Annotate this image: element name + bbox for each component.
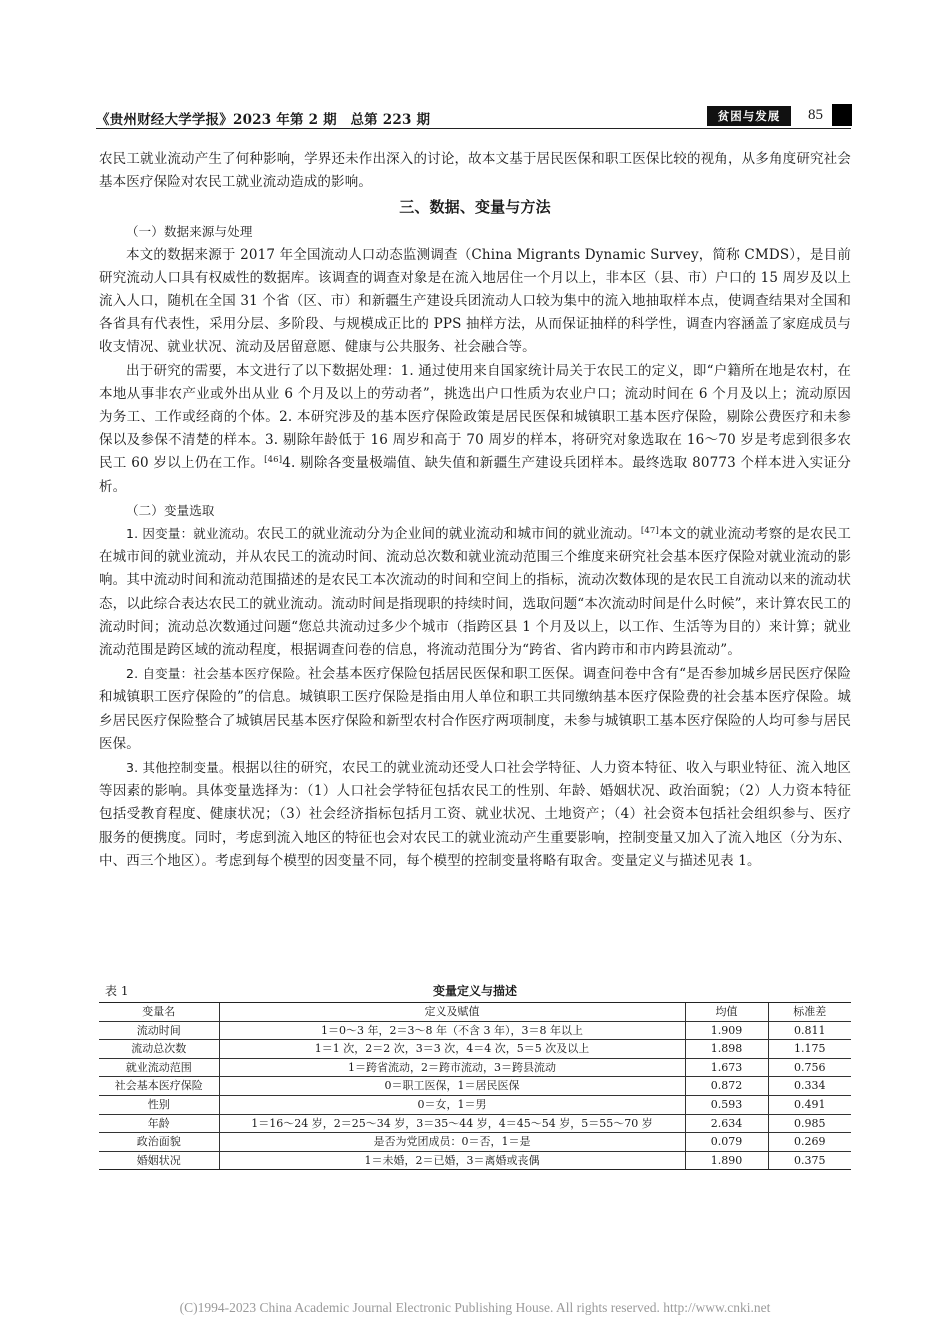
table-cell: 政治面貌 [99, 1133, 219, 1152]
paragraph-text: 本文的就业流动考察的是农民工在城市间的就业流动，并从农民工的流动时间、流动总次数和就业流动范围三个维度来研究社会基本医疗保险对就业流动的影响。其中流动时间和流动范围描述的是农民工本次流动的时间和空间上的指标，流动次数体现的是农民工自流动以来的流动状态，以此综合表达农民工的就业流动。流动时间是指现职的持续时间，选取问题“本次流动时间是什么时候”，来计算农民工的流动时间；流动总次数通过问题“您总共流动过多少个城市（指跨区县 1 个月及以上，以工作、生活等为目的）来计算；就业流动范围是跨区域的流动程度，根据调查问卷的信息，将流动范围分为“跨省、省内跨市和市内跨县流动”。 [99, 526, 851, 659]
table-cell: 1.898 [685, 1040, 768, 1059]
table-cell: 流动时间 [99, 1021, 219, 1040]
table-cell: 2.634 [685, 1114, 768, 1133]
table-cell: 流动总次数 [99, 1040, 219, 1059]
table-title: 变量定义与描述 [432, 984, 517, 998]
table-row [99, 1095, 851, 1114]
page-number: 85 [808, 107, 823, 123]
page-marker-block [832, 104, 852, 126]
intro-paragraph: 农民工就业流动产生了何种影响，学界还未作出深入的讨论，故本文基于居民医保和职工医保比较的视角，从多角度研究社会基本医疗保险对农民工就业流动造成的影响。 [99, 151, 851, 191]
paragraph-control-variables [99, 756, 851, 873]
table-row [99, 1151, 851, 1170]
table-cell: 0.079 [685, 1133, 768, 1152]
paragraph-text: 根据以往的研究，农民工的就业流动还受人口社会学特征、人力资本特征、收入与职业特征、流入地区等因素的影响。具体变量选择为：（1）人口社会学特征包括农民工的性别、年龄、婚姻状况、政治面貌；（2）人力资本特征包括受教育程度、健康状况；（3）社会经济指标包括月工资、就业状况、土地资产；（4）社会资本包括社会组织参与、医疗服务的便携度。同时，考虑到流入地区的特征也会对农民工的就业流动产生重要影响，控制变量又加入了流入地区（分为东、中、西三个地区）。考虑到每个模型的因变量不同，每个模型的控制变量将略有取舍。变量定义与描述见表 1。 [99, 760, 852, 869]
paragraph-data-source: 本文的数据来源于 2017 年全国流动人口动态监测调查（China Migrants Dynamic Survey，简称 CMDS），是目前研究流动人口具有权威性的数据库。该调查的调查对象是在流入地居住一个月以上，非本区（县、市）户口的 15 周岁及以上流入人口，随机在全国 31 个省（区、市）和新疆生产建设兵团流动人口较为集中的流入地抽取样本点，使调查结果对全国和各省具有代表性，采用分层、多阶段、与规模成正比的 PPS 抽样方法，从而保证抽样的科学性，调查内容涵盖了家庭成员与收支情况、就业状况、流动及居留意愿、健康与公共服务、社会融合等。 [99, 246, 851, 356]
table-cell: 社会基本医疗保险 [99, 1077, 219, 1096]
table-cell: 0.756 [768, 1058, 851, 1077]
table-row [99, 1058, 851, 1077]
table-row [99, 1021, 851, 1040]
table-cell: 0.491 [768, 1095, 851, 1114]
table-header-row [99, 1003, 851, 1022]
table-cell: 年龄 [99, 1114, 219, 1133]
table-caption [99, 982, 851, 1002]
table-cell: 1＝跨省流动，2＝跨市流动，3＝跨县流动 [219, 1058, 685, 1077]
table-cell: 1.175 [768, 1040, 851, 1059]
table-row [99, 1040, 851, 1059]
paragraph-independent-variable [99, 662, 851, 756]
table-cell: 0.811 [768, 1021, 851, 1040]
table-cell: 0.593 [685, 1095, 768, 1114]
table-cell: 1.673 [685, 1058, 768, 1077]
item-label: 2. 自变量：社会基本医疗保险。 [126, 666, 309, 682]
subsection-title-variables: （二）变量选取 [126, 502, 215, 518]
column-header: 变量名 [99, 1003, 219, 1022]
table-cell: 1＝1 次，2＝2 次，3＝3 次，4＝4 次，5＝5 次及以上 [219, 1040, 685, 1059]
table-cell: 0＝女，1＝男 [219, 1095, 685, 1114]
paragraph-dependent-variable [99, 522, 851, 662]
table-row [99, 1133, 851, 1152]
header-rule [96, 128, 851, 129]
table-cell: 0.375 [768, 1151, 851, 1170]
table-cell: 性别 [99, 1095, 219, 1114]
copyright-footer: (C)1994-2023 China Academic Journal Electronic Publishing House. All rights reserved. http://www.cnki.net [179, 1300, 771, 1315]
paragraph-data-processing [99, 360, 851, 499]
table-cell: 0＝职工医保，1＝居民医保 [219, 1077, 685, 1096]
table-cell: 1＝未婚，2＝已婚，3＝离婚或丧偶 [219, 1151, 685, 1170]
section-badge: 贫困与发展 [707, 106, 791, 126]
section-title: 三、数据、变量与方法 [399, 198, 551, 217]
table-cell: 0.985 [768, 1114, 851, 1133]
citation: [47] [640, 526, 659, 537]
table-cell: 1＝16～24 岁，2＝25～34 岁，3＝35～44 岁，4＝45～54 岁，5＝55～70 岁 [219, 1114, 685, 1133]
paragraph-text: 出于研究的需要，本文进行了以下数据处理：1. 通过使用来自国家统计局关于农民工的定义，即“户籍所在地是农村，在本地从事非农产业或外出从业 6 个月及以上的劳动者”，挑选出户口性质为农业户口；流动时间在 6 个月及以上；流动原因为务工、工作或经商的个体。2. 本研究涉及的基本医疗保险政策是居民医保和城镇职工基本医疗保险，剔除公费医疗和未参保以及参保不清楚的样本。3. 剔除年龄低于 16 周岁和高于 70 周岁的样本，将研究对象选取在 16～70 岁是考虑到很多农民工 60 岁以上仍在工作。 [99, 362, 851, 472]
table-cell: 是否为党团成员：0＝否，1＝是 [219, 1133, 685, 1152]
table-cell: 1.890 [685, 1151, 768, 1170]
subsection-title-data: （一）数据来源与处理 [126, 224, 253, 240]
table-row [99, 1077, 851, 1096]
item-label: 1. 因变量：就业流动。 [126, 526, 257, 542]
paragraph-text: 社会基本医疗保险包括居民医保和职工医保。调查问卷中含有“是否参加城乡居民医疗保险和城镇职工医疗保险的”的信息。城镇职工医疗保险是指由用人单位和职工共同缴纳基本医疗保险费的社会基本医疗保险。城乡居民医疗保险整合了城镇居民基本医疗保险和新型农村合作医疗两项制度，未参与城镇职工基本医疗保险的人均可参与居民医保。 [99, 666, 851, 752]
table-cell: 就业流动范围 [99, 1058, 219, 1077]
table-cell: 0.872 [685, 1077, 768, 1096]
column-header: 标准差 [768, 1003, 851, 1022]
table-label: 表 1 [105, 984, 129, 998]
column-header: 均值 [685, 1003, 768, 1022]
table-cell: 0.269 [768, 1133, 851, 1152]
paragraph-text: 农民工的就业流动分为企业间的就业流动和城市间的就业流动。 [256, 526, 641, 543]
article-body [99, 148, 851, 873]
paragraph-text: 4. 剔除各变量极端值、缺失值和新疆生产建设兵团样本。最终选取 80773 个样本进入实证分析。 [99, 455, 851, 495]
journal-title: 《贵州财经大学学报》2023 年第 2 期 总第 223 期 [96, 112, 431, 128]
variable-table [99, 1002, 851, 1170]
table-row [99, 1114, 851, 1133]
table-cell: 1＝0～3 年，2＝3～8 年（不含 3 年），3＝8 年以上 [219, 1021, 685, 1040]
item-label: 3. 其他控制变量。 [126, 760, 232, 776]
table-cell: 1.909 [685, 1021, 768, 1040]
table-cell: 0.334 [768, 1077, 851, 1096]
column-header: 定义及赋值 [219, 1003, 685, 1022]
citation: [46] [264, 455, 283, 466]
table-cell: 婚姻状况 [99, 1151, 219, 1170]
